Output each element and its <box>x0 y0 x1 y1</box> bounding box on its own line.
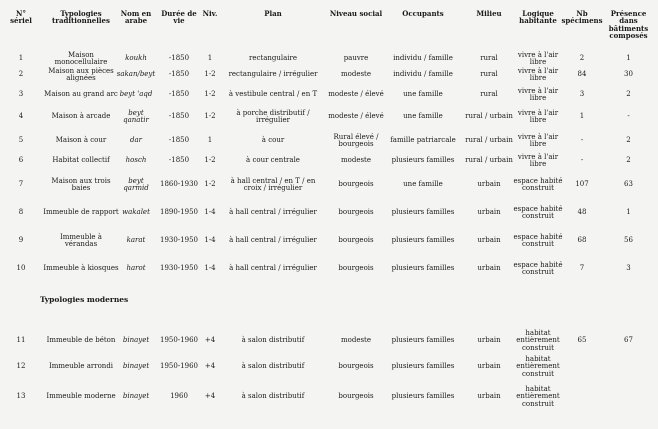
row-milieu: urbain <box>477 336 501 345</box>
row-milieu: rural <box>480 54 498 63</box>
row-presence: 3 <box>626 264 631 273</box>
row-logique: espace habité construit <box>513 260 563 276</box>
row-plan: à hall central / irrégulier <box>229 208 317 217</box>
row-presence: 1 <box>626 208 631 217</box>
row-logique: vivre à l'air libre <box>517 50 559 66</box>
row-nom-arabe: koukh <box>125 54 147 63</box>
row-typology: Maison aux trois baies <box>51 176 111 192</box>
table-header <box>0 10 658 46</box>
row-logique: vivre à l'air libre <box>517 152 559 168</box>
row-logique: vivre à l'air libre <box>517 108 559 124</box>
row-nom-arabe: binayet <box>122 392 150 401</box>
row-nom-arabe: hosch <box>125 156 147 165</box>
row-duree: -1850 <box>168 156 190 165</box>
row-niveau-social: Rural élevé / bourgeois <box>333 132 379 148</box>
row-niv: 1 <box>207 136 213 145</box>
row-nb-specimens: 107 <box>575 180 589 189</box>
table-row <box>0 328 658 354</box>
row-niv: +4 <box>204 362 216 371</box>
row-duree: 1890-1950 <box>160 208 198 217</box>
header-milieu: Milieu <box>476 9 502 18</box>
row-niveau-social: modeste / élevé <box>328 112 384 121</box>
row-milieu: urbain <box>477 208 501 217</box>
row-nb-specimens: 1 <box>579 112 585 121</box>
row-nom-arabe: dar <box>129 136 142 145</box>
row-duree: 1950-1960 <box>160 362 198 371</box>
row-niveau-social: bourgeois <box>338 236 374 245</box>
row-niveau-social: pauvre <box>343 54 369 63</box>
row-presence: 2 <box>626 156 631 165</box>
row-milieu: rural <box>480 90 498 99</box>
row-typology: Maison monocellulaire <box>54 50 108 66</box>
row-niv: 1-4 <box>204 264 216 273</box>
row-niv: 1-4 <box>204 236 216 245</box>
row-nom-arabe: karat <box>126 236 146 245</box>
table-row <box>0 172 658 198</box>
row-nom-arabe: wakalet <box>122 208 150 217</box>
header-niveau-social: Niveau social <box>329 9 383 18</box>
row-presence <box>601 354 656 380</box>
row-nb-specimens: 3 <box>579 90 585 99</box>
header-duree: Durée de vie <box>161 9 197 26</box>
row-num: 13 <box>16 392 26 401</box>
row-typology: Immeuble à vérandas <box>60 232 102 248</box>
row-duree: 1960 <box>170 392 188 401</box>
table-row <box>0 384 658 410</box>
row-nb-specimens <box>563 354 601 380</box>
row-plan: à salon distributif <box>241 392 305 401</box>
row-logique: espace habité construit <box>513 176 563 192</box>
header-nom-arabe: Nom en arabe <box>120 9 152 26</box>
row-niveau-social: modeste <box>340 70 372 79</box>
row-logique: habitat entièrement construit <box>516 384 560 408</box>
row-niveau-social: bourgeois <box>338 208 374 217</box>
section-title-moderne: Typologies modernes <box>40 295 129 304</box>
row-plan: à vestibule central / en T <box>228 90 318 99</box>
row-presence: - <box>627 112 630 121</box>
row-nb-specimens: - <box>580 136 584 145</box>
row-occupants: plusieurs familles <box>391 236 455 245</box>
row-nom-arabe: binayet <box>122 362 150 371</box>
row-occupants: une famille <box>403 112 443 121</box>
row-nom-arabe: binayet <box>122 336 150 345</box>
row-niveau-social: bourgeois <box>338 264 374 273</box>
row-niv: 1-4 <box>204 208 216 217</box>
table-row <box>0 148 658 174</box>
row-duree: -1850 <box>168 112 190 121</box>
row-presence: 2 <box>626 90 631 99</box>
row-presence: 1 <box>626 54 631 63</box>
row-occupants: plusieurs familles <box>391 156 455 165</box>
row-logique: espace habité construit <box>513 232 563 248</box>
header-presence: Présence dans bâtiments composés <box>608 9 649 41</box>
row-plan: à cour <box>261 136 285 145</box>
row-occupants: plusieurs familles <box>391 336 455 345</box>
row-num: 6 <box>18 156 24 165</box>
row-typology: Immeuble de rapport <box>43 208 119 217</box>
row-duree: -1850 <box>168 54 190 63</box>
row-typology: Immeuble moderne <box>46 392 116 401</box>
row-num: 4 <box>18 112 24 121</box>
row-occupants: famille patriarcale <box>390 136 456 145</box>
header-num: N° sériel <box>10 9 32 26</box>
row-duree: 1860-1930 <box>160 180 198 189</box>
header-niv: Niv. <box>202 9 218 18</box>
row-milieu: urbain <box>477 236 501 245</box>
row-nom-arabe: beyt qarmid <box>123 176 149 192</box>
row-nb-specimens: 68 <box>577 236 587 245</box>
row-occupants: une famille <box>403 90 443 99</box>
row-niveau-social: bourgeois <box>338 362 374 371</box>
row-duree: -1850 <box>168 136 190 145</box>
row-nom-arabe: harot <box>126 264 146 273</box>
row-typology: Maison au grand arc <box>44 90 118 99</box>
table-row <box>0 256 658 282</box>
row-plan: rectangulaire <box>248 54 298 63</box>
row-milieu: rural / urbain <box>465 136 513 145</box>
row-plan: à hall central / irrégulier <box>229 264 317 273</box>
row-num: 7 <box>18 180 24 189</box>
table-row <box>0 354 658 380</box>
row-occupants: plusieurs familles <box>391 362 455 371</box>
row-milieu: rural / urbain <box>465 156 513 165</box>
row-plan: à salon distributif <box>241 362 305 371</box>
row-logique: habitat entièrement construit <box>516 354 560 378</box>
row-presence: 56 <box>624 236 633 245</box>
row-typology: Habitat collectif <box>52 156 110 165</box>
row-typology: Immeuble à kiosques <box>43 264 119 273</box>
row-typology: Maison à arcade <box>51 112 111 121</box>
row-duree: 1930-1950 <box>160 264 198 273</box>
row-niv: +4 <box>204 336 216 345</box>
row-presence: 2 <box>626 136 631 145</box>
row-niv: 1-2 <box>204 156 216 165</box>
row-logique: espace habité construit <box>513 204 563 220</box>
row-milieu: urbain <box>477 264 501 273</box>
row-nb-specimens: 65 <box>577 336 587 345</box>
row-plan: à hall central / en T / en croix / irrégulier <box>230 176 316 192</box>
row-plan: à cour centrale <box>246 156 300 165</box>
row-nb-specimens: 84 <box>577 70 587 79</box>
row-num: 5 <box>18 136 24 145</box>
row-occupants: individu / famille <box>393 70 453 79</box>
header-plan: Plan <box>264 9 282 18</box>
row-occupants: une famille <box>403 180 443 189</box>
row-niveau-social: modeste / élevé <box>328 90 384 99</box>
row-niveau-social: bourgeois <box>338 392 374 401</box>
row-niveau-social: bourgeois <box>338 180 374 189</box>
header-typologies: Typologies traditionnelles <box>52 9 110 26</box>
row-niv: 1-2 <box>204 180 216 189</box>
header-occupants: Occupants <box>402 9 444 18</box>
row-niv: +4 <box>204 392 216 401</box>
row-num: 1 <box>18 54 24 63</box>
row-niv: 1-2 <box>204 90 216 99</box>
row-logique: vivre à l'air libre <box>517 132 559 148</box>
row-num: 10 <box>16 264 26 273</box>
row-logique: habitat entièrement construit <box>516 328 560 352</box>
row-plan: à salon distributif <box>241 336 305 345</box>
header-nb-specimens: Nb spécimens <box>561 9 603 26</box>
row-niveau-social: modeste <box>340 156 372 165</box>
row-presence <box>601 384 656 410</box>
row-nom-arabe: beyt qanatir <box>123 108 149 124</box>
row-typology: Maison aux pièces alignées <box>48 66 114 82</box>
row-plan: rectangulaire / irrégulier <box>228 70 318 79</box>
row-num: 2 <box>18 70 24 79</box>
row-niv: 1-2 <box>204 70 216 79</box>
table-row <box>0 228 658 254</box>
row-duree: -1850 <box>168 90 190 99</box>
row-nom-arabe: beyt 'aqd <box>119 90 153 99</box>
row-nb-specimens: - <box>580 156 584 165</box>
row-nb-specimens: 2 <box>579 54 585 63</box>
row-plan: à porche distributif / irrégulier <box>236 108 310 124</box>
row-typology: Immeuble arrondi <box>48 362 114 371</box>
row-milieu: urbain <box>477 392 501 401</box>
row-typology: Immeuble de béton <box>46 336 116 345</box>
row-duree: 1930-1950 <box>160 236 198 245</box>
table-row <box>0 200 658 226</box>
row-plan: à hall central / irrégulier <box>229 236 317 245</box>
row-num: 11 <box>16 336 26 345</box>
row-duree: -1850 <box>168 70 190 79</box>
row-milieu: urbain <box>477 362 501 371</box>
row-milieu: urbain <box>477 180 501 189</box>
row-nb-specimens: 7 <box>579 264 585 273</box>
row-num: 3 <box>18 90 24 99</box>
row-nb-specimens <box>563 384 601 410</box>
row-occupants: individu / famille <box>393 54 453 63</box>
row-niv: 1 <box>207 54 213 63</box>
row-occupants: plusieurs familles <box>391 208 455 217</box>
row-occupants: plusieurs familles <box>391 264 455 273</box>
header-logique: Logique habitante <box>519 9 557 26</box>
row-duree: 1950-1960 <box>160 336 198 345</box>
row-presence: 63 <box>624 180 633 189</box>
row-nb-specimens: 48 <box>577 208 587 217</box>
row-presence: 67 <box>624 336 633 345</box>
row-logique: vivre à l'air libre <box>517 66 559 82</box>
row-niv: 1-2 <box>204 112 216 121</box>
row-occupants: plusieurs familles <box>391 392 455 401</box>
row-num: 8 <box>18 208 24 217</box>
row-milieu: rural / urbain <box>465 112 513 121</box>
table-row <box>0 104 658 130</box>
row-typology: Maison à cour <box>55 136 107 145</box>
row-milieu: rural <box>480 70 498 79</box>
row-logique: vivre à l'air libre <box>517 86 559 102</box>
row-num: 12 <box>16 362 26 371</box>
row-presence: 30 <box>624 70 633 79</box>
row-num: 9 <box>18 236 24 245</box>
row-nom-arabe: sakan/beyt <box>116 70 156 79</box>
row-niveau-social: modeste <box>340 336 372 345</box>
